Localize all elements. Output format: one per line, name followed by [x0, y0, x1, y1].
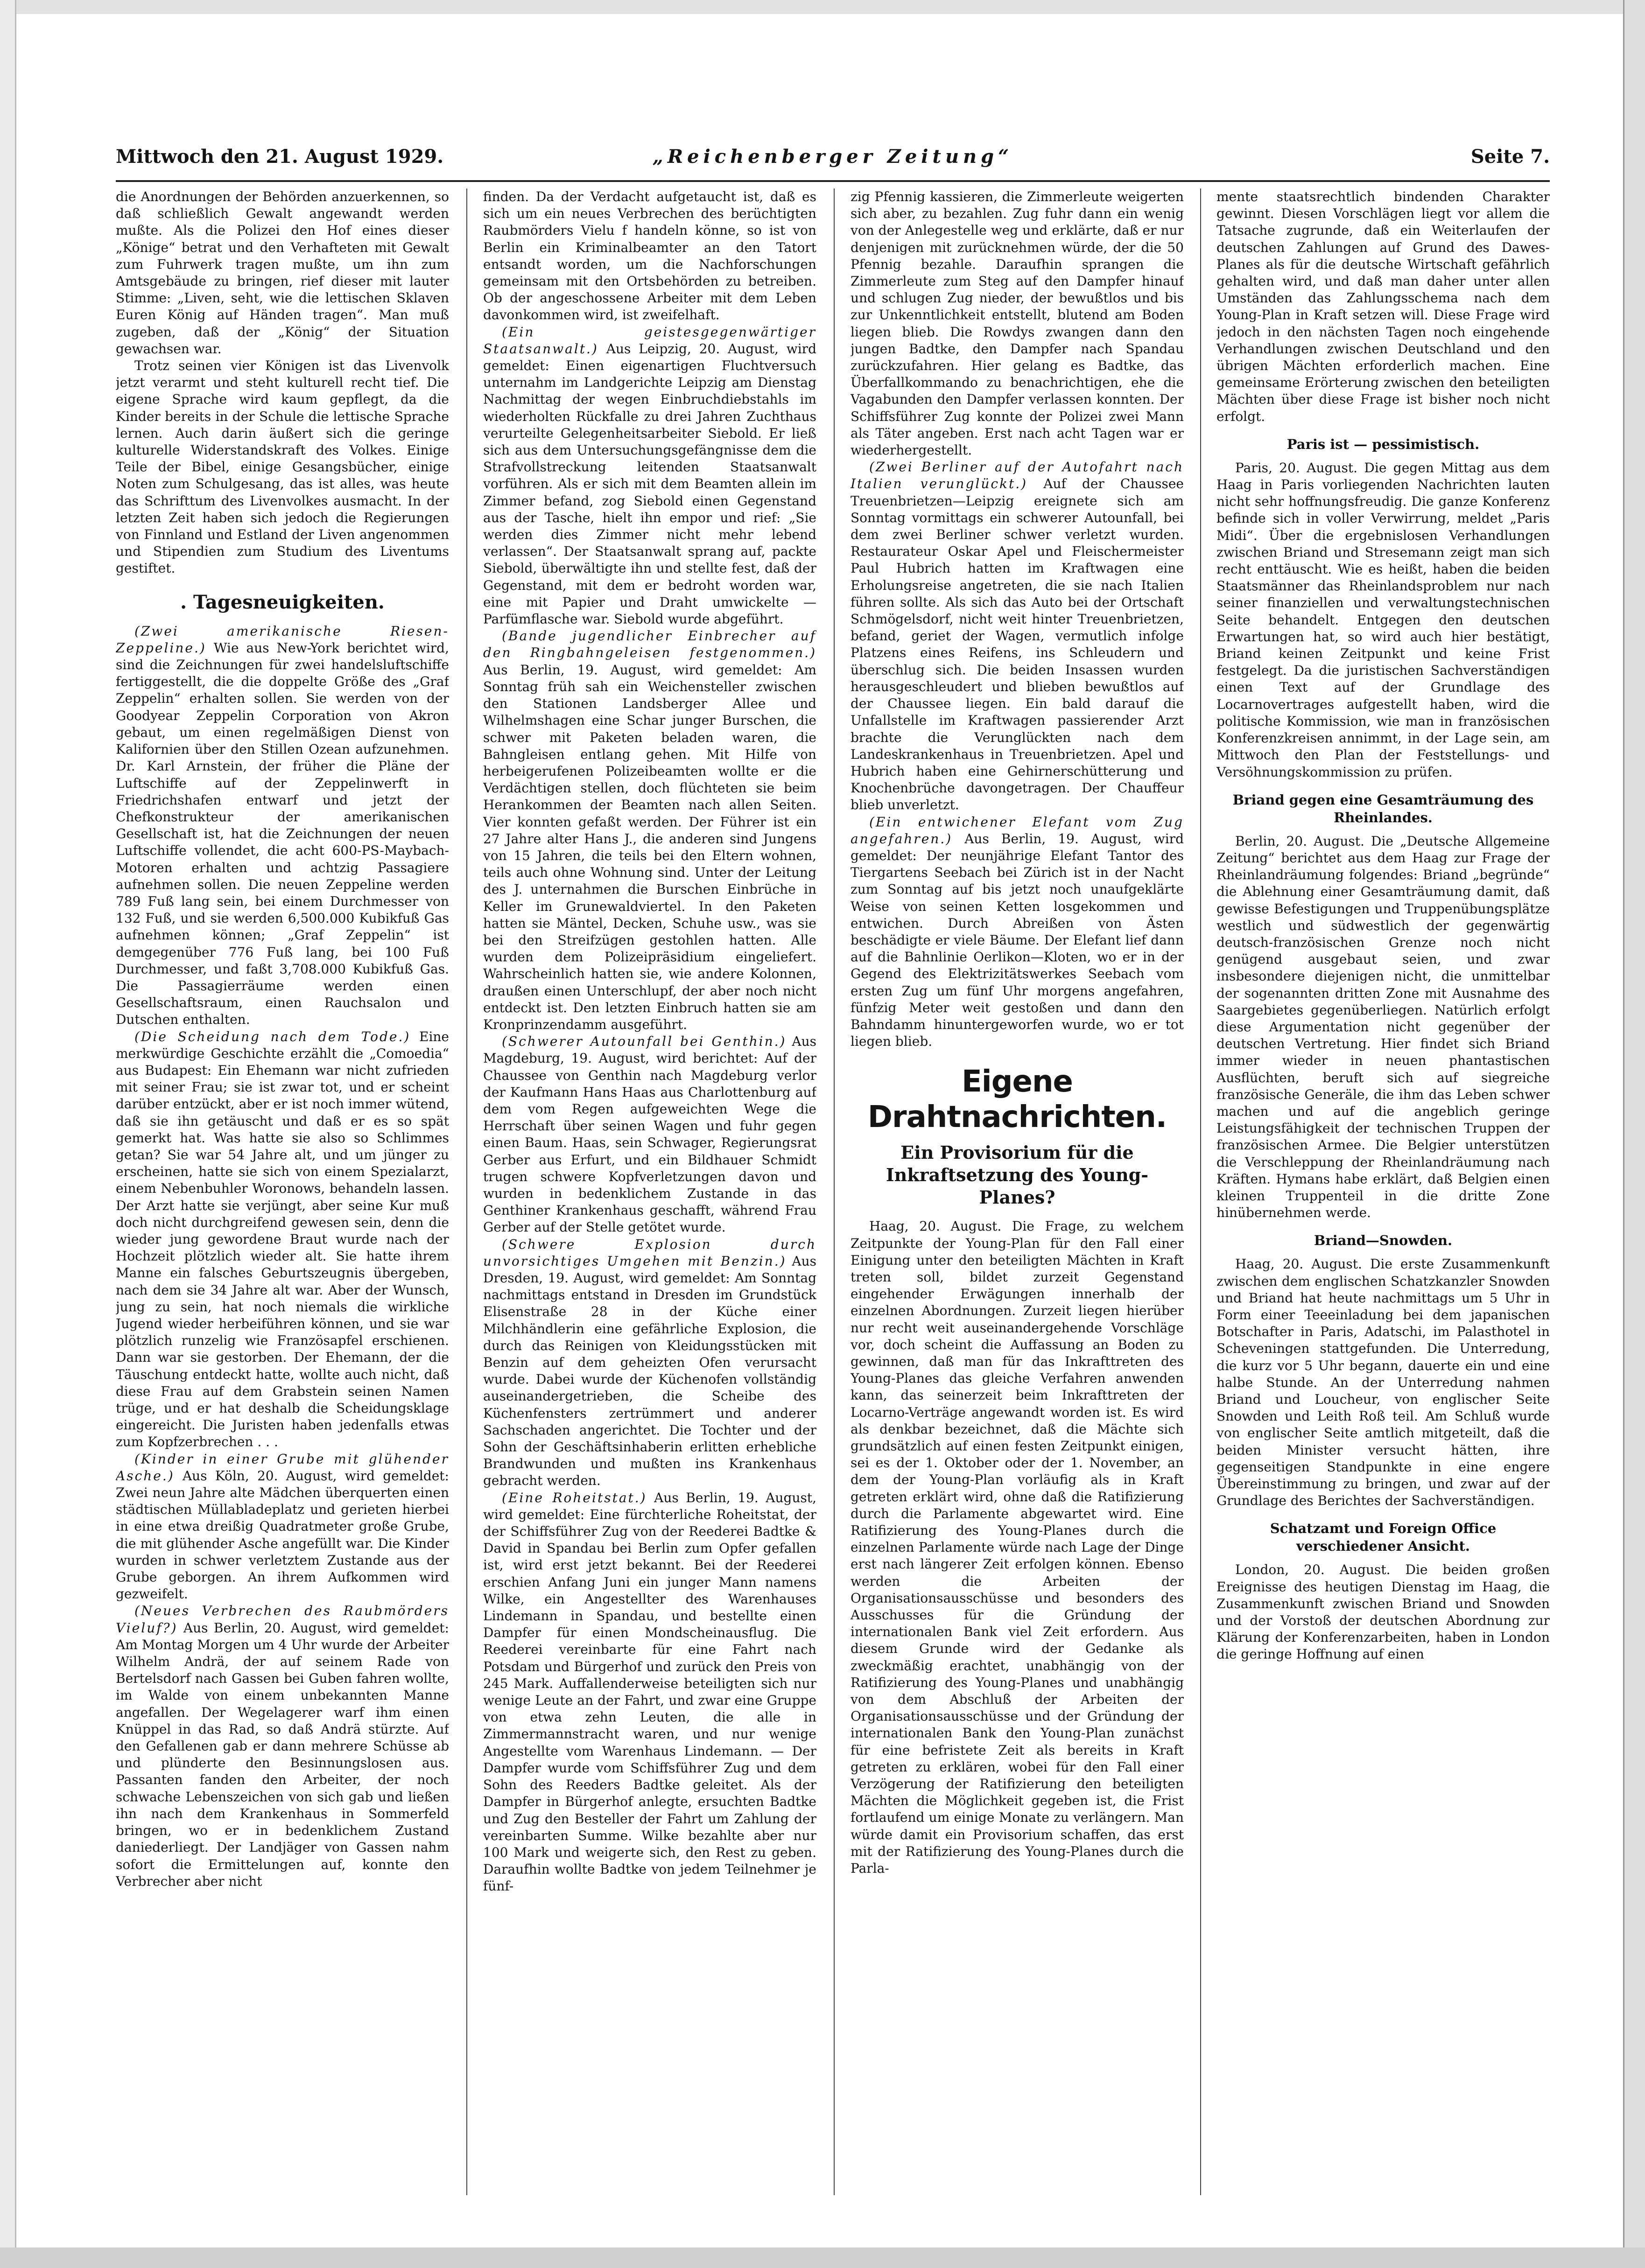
news-item	[483, 628, 816, 1033]
column-rule	[834, 189, 835, 2195]
news-item-text: Aus Berlin, 20. August, wird gemeldet: Am Montag Morgen um 4 Uhr wurde der Arbeiter Wilhelm Andrä, der auf seinem Rade von Bertelsdorf nach Gassen bei Guben fahren wollte, im Walde von einem unbekannten Manne angefallen. Der Wegelagerer warf ihm einen Knüppel in das Rad, so daß Andrä stürzte. Auf den Gefallenen gab er dann mehrere Schüsse ab und plünderte den Besinnungslosen aus. Passanten fanden den Arbeiter, der noch schwache Lebenszeichen von sich gab und ließen ihn nach dem Krankenhaus in Sommerfeld bringen, wo er in bedenklichem Zustand daniederliegt. Der Landjäger von Gassen nahm sofort die Ermittelungen auf, konnte den Verbrecher aber nicht	[116, 1620, 449, 1889]
section-banner-drahtnachrichten: Eigene Drahtnachrichten.	[867, 1064, 1167, 1135]
news-item-heading: (Ein entwichener Elefant vom Zug angefahren.)	[851, 814, 1184, 847]
scan-edge-top	[0, 0, 1645, 14]
news-item-text: Aus Magdeburg, 19. August, wird berichtet: Auf der Chaussee von Genthin nach Magdeburg verlor der Kaufmann Hans Haas aus Charlottenburg auf dem vom Regen aufgeweichten Wege die Herrschaft über seinen Wagen und fuhr gegen einen Baum. Haas, sein Schwager, Regierungsrat Gerber aus Erfurt, und ein Bildhauer Schmidt trugen schwere Kopfverletzungen davon und wurden in bedenklichem Zustande in das Genthiner Krankenhaus geschafft, während Frau Gerber auf der Stelle getötet wurde.	[483, 1034, 816, 1235]
news-item-text: Aus Berlin, 19. August, wird gemeldet: Der neunjährige Elefant Tantor des Tiergartens Seebach bei Zürich ist in der Nacht zum Sonntag auf bis jetzt noch unaufgeklärte Weise von seinen Ketten losgekommen und entwichen. Durch Abreißen von Ästen beschädigte er viele Bäume. Der Elefant lief dann auf die Bahnlinie Oerlikon—Kloten, wo er in der Gegend des Elektrizitätswerkes Seebach vom ersten Zug um fünf Uhr morgens angefahren, fünfzig Meter weit gestoßen und dann den Bahndamm hinuntergeworfen wurde, wo er tot liegen blieb.	[851, 831, 1184, 1050]
article-subheading: Paris ist — pessimistisch.	[1286, 436, 1480, 452]
news-item-text: Eine merkwürdige Geschichte erzählt die „Comoedia“ aus Budapest: Ein Ehemann war nicht zufrieden mit seiner Frau; sie ist zwar tot, und er scheint darüber entzückt, aber er ist noch immer wütend, daß sie ihn getäuscht und daß er es so spät gemerkt hat. Was hatte sie also so Schlimmes getan? Sie war 54 Jahre alt, und um jünger zu erscheinen, hatte sie sich von einem Spezialarzt, einem Nebenbuhler Woronows, behandeln lassen. Der Arzt hatte sie verjüngt, aber seine Kur muß doch nicht durchgreifend gewesen sein, denn die wieder jung gewordene Braut wurde nach der Hochzeit plötzlich wieder alt. Sie hatte ihrem Manne ein falsches Geburtszeugnis übergeben, nach dem sie 34 Jahre alt war. Aber der Wunsch, jung zu sein, hat noch niemals die wirkliche Jugend wieder herbeiführen können, und sie war plötzlich runzelig wie Französapfel erschienen. Dann war sie gestorben. Der Ehemann, der die Täuschung entdeckt hatte, wollte auch nicht, daß diese Frau auf dem Grabstein seinen Namen trüge, und er hat deshalb die Scheidungsklage eingereicht. Die Juristen haben jedenfalls etwas zum Kopfzerbrechen . . .	[116, 1029, 449, 1450]
column-4	[1216, 189, 1550, 2195]
news-item	[483, 324, 816, 628]
article-paragraph: die Anordnungen der Behörden anzuerkennen, so daß schließlich Gewalt angewandt werden mußte. Als die Polizei den Hof eines dieser „Könige“ betrat und den Verhafteten mit Gewalt zum Fuhrwerk tragen mußte, um ihn zum Amtsgebäude zu bringen, rief dieser mit lauter Stimme: „Liven, seht, wie die lettischen Sklaven Euren König auf Händen tragen“. Man muß zugeben, daß der „König“ der Situation gewachsen war.	[116, 189, 449, 357]
section-title-tagesneuigkeiten: . Tagesneuigkeiten.	[180, 591, 385, 613]
news-item	[483, 1033, 816, 1236]
news-item	[483, 1490, 816, 1895]
news-item	[851, 814, 1184, 1050]
news-item-heading: (Kinder in einer Grube mit glühender Asche.)	[116, 1451, 449, 1484]
news-item-heading: (Ein geistesgegenwärtiger Staatsanwalt.)	[483, 324, 816, 357]
page-header	[116, 140, 1550, 182]
article-subheading: Briand—Snowden.	[1314, 1232, 1453, 1249]
newspaper-name: „Reichenberger Zeitung“	[652, 146, 1013, 168]
article-paragraph: finden. Da der Verdacht aufgetaucht ist, daß es sich um ein neues Verbrechen des berüchtigten Raubmörders Vielu f handeln könne, so ist von Berlin ein Kriminalbeamter an den Tatort entsandt worden, um die Nachforschungen gemeinsam mit den Ortsbehörden zu betreiben. Ob der angeschossene Arbeiter mit dem Leben davonkommen wird, ist zweifelhaft.	[483, 189, 816, 323]
article-paragraph: London, 20. August. Die beiden großen Ereignisse des heutigen Dienstag im Haag, die Zusammenkunft zwischen Briand und Snowden und der Vorstoß der deutschen Abordnung zur Klärung der Konferenzarbeiten, haben in London die geringe Hoffnung auf einen	[1216, 1562, 1550, 1662]
news-item-text: Wie aus New-York berichtet wird, sind die Zeichnungen für zwei handelsluftschiffe fertiggestellt, die die doppelte Größe des „Graf Zeppelin“ erhalten sollen. Sie werden von der Goodyear Zeppelin Corporation von Akron gebaut, um einen regelmäßigen Dienst von Kalifornien über den Stillen Ozean aufzunehmen. Dr. Karl Arnstein, der früher die Pläne der Luftschiffe auf der Zeppelinwerft in Friedrichshafen entwarf und jetzt der Chefkonstrukteur der amerikanischen Gesellschaft ist, hat die Zeichnungen der neuen Luftschiffe vollendet, die acht 600-PS-Maybach-Motoren erhalten und achtzig Passagiere aufnehmen sollen. Die neuen Zeppeline werden 789 Fuß lang sein, bei einem Durchmesser von 132 Fuß, und sie werden 6,500.000 Kubikfuß Gas aufnehmen können; „Graf Zeppelin“ ist demgegenüber 776 Fuß lang, bei 100 Fuß Durchmesser, und faßt 3,708.000 Kubikfuß Gas. Die Passagierräume werden einen Gesellschaftsraum, einen Rauchsalon und Dutschen enthalten.	[116, 640, 449, 1028]
news-item-heading: (Neues Verbrechen des Raubmörders Vieluf?)	[116, 1603, 449, 1636]
news-item	[116, 623, 449, 1029]
article-paragraph: Haag, 20. August. Die Frage, zu welchem Zeitpunkte der Young-Plan für den Fall einer Einigung unter den beteiligten Mächten in Kraft treten soll, bildet zurzeit Gegenstand eingehender Erwägungen innerhalb der einzelnen Abordnungen. Zurzeit liegen hierüber nur recht weit auseinandergehende Vorschläge vor, doch scheint die Auffassung an Boden zu gewinnen, daß man für das Inkrafttreten des Young-Planes das gleiche Verfahren anwenden kann, das seinerzeit beim Inkrafttreten der Locarno-Verträge angewandt worden ist. Es wird als denkbar bezeichnet, daß die Mächte sich grundsätzlich auf einen festen Zeitpunkt einigen, sei es der 1. Oktober oder der 1. November, an dem der Young-Plan vorläufig als in Kraft getreten erklärt wird, ohne daß die Ratifizierung durch die Parlamente abgewartet wird. Eine Ratifizierung des Young-Planes durch die einzelnen Parlamente würde nach Lage der Dinge erst nach längerer Zeit erfolgen können. Ebenso werden die Arbeiten der Organisationsausschüsse und besonders des Ausschusses für die Gründung der internationalen Bank viel Zeit erfordern. Aus diesem Grunde wird der Gedanke als zweckmäßig erachtet, unabhängig von der Ratifizierung des Young-Planes und unabhängig von dem Abschluß der Arbeiten der Organisationsausschüsse und der Gründung der internationalen Bank den Young-Plan zunächst für eine befristete Zeit als bereits in Kraft getreten zu erklären, wobei für den Fall einer Verzögerung der Ratifizierung den beteiligten Mächten die Möglichkeit gegeben ist, die Frist fortlaufend um einige Monate zu verlängern. Man würde damit ein Provisorium schaffen, das erst mit der Ratifizierung des Young-Planes durch die Parla-	[851, 1218, 1184, 1876]
news-item	[116, 1603, 449, 1890]
news-item-heading: (Eine Roheitstat.)	[502, 1490, 647, 1505]
news-item	[116, 1451, 449, 1603]
news-item-heading: (Bande jugendlicher Einbrecher auf den Ringbahngeleisen festgenommen.)	[483, 628, 816, 661]
news-item	[851, 459, 1184, 813]
news-item-text: Aus Berlin, 19. August, wird gemeldet: Am Sonntag früh sah ein Weichensteller zwischen den Stationen Landsberger Allee und Wilhelmshagen eine Schar junger Burschen, die schwer mit Paketen beladen waren, die Bahngleisen entlang gehen. Mit Hilfe von herbeigerufenen Polizeibeamten wollte er die Verdächtigen stellen, doch flüchteten sie beim Herankommen der Beamten nach allen Seiten. Vier konnten gefaßt werden. Der Führer ist ein 27 Jahre alter Hans J., die anderen sind Jungens von 15 Jahren, die teils bei den Eltern wohnen, teils auch ohne Wohnung sind. Unter der Leitung des J. unternahmen die Burschen Einbrüche in Keller im Grunewaldviertel. In den Paketen hatten sie Mäntel, Decken, Schuhe usw., was sie bei den Streifzügen gestohlen hatten. Alle wurden dem Polizeipräsidium eingeliefert. Wahrscheinlich hatten sie, wie andere Kolonnen, draußen einen Unterschlupf, der aber noch nicht entdeckt ist. Den letzten Einbruch hatten sie am Kronprinzendamm ausgeführt.	[483, 662, 816, 1032]
news-item-heading: (Zwei Berliner auf der Autofahrt nach Italien verunglückt.)	[851, 459, 1184, 492]
scan-edge-left	[0, 0, 16, 2268]
column-1	[116, 189, 449, 2195]
column-3	[851, 189, 1184, 2195]
news-item-text: Aus Berlin, 19. August, wird gemeldet: Eine fürchterliche Roheitstat, der der Schiffsführer Zug von der Reederei Badtke & David in Spandau bei Berlin zum Opfer gefallen ist, wird erst jetzt bekannt. Bei der Reederei erschien Anfang Juni ein junger Mann namens Wilke, ein Angestellter des Warenhauses Lindemann in Spandau, und bestellte einen Dampfer für einen Mondscheinausflug. Die Reederei vereinbarte für eine Fahrt nach Potsdam und Bürgerhof und zurück den Preis von 245 Mark. Auffallenderweise beteiligten sich nur wenige Leute an der Fahrt, und zwar eine Gruppe von etwa zehn Leuten, die alle in Zimmermannstracht waren, und nur wenige Angestellte vom Warenhaus Lindemann. — Der Dampfer wurde vom Schiffsführer Zug und dem Sohn des Reeders Badtke geleitet. Als der Dampfer in Bürgerhof anlegte, ersuchten Badtke und Zug den Besteller der Fahrt um Zahlung der vereinbarten Summe. Wilke bezahlte aber nur 100 Mark und weigerte sich, den Rest zu geben. Daraufhin wollte Badtke von jedem Teilnehmer je fünf-	[483, 1490, 816, 1894]
article-paragraph: mente staatsrechtlich bindenden Charakter gewinnt. Diesen Vorschlägen liegt vor allem die Tatsache zugrunde, daß ein Weiterlaufen der deutschen Zahlungen auf Grund des Dawes-Planes als für die deutsche Wirtschaft gefährlich gehalten wird, und daß man daher unter allen Umständen das Zahlungsschema nach dem Young-Plan in Kraft setzen will. Diese Frage wird jedoch in den nächsten Tagen noch eingehende Verhandlungen zwischen Deutschland und den übrigen Mächten erforderlich machen. Eine gemeinsame Erörterung zwischen den beteiligten Mächten über diese Frage ist bisher noch nicht erfolgt.	[1216, 189, 1550, 424]
news-item-text: Aus Köln, 20. August, wird gemeldet: Zwei neun Jahre alte Mädchen überquerten einen städtischen Müllabladeplatz und gerieten hierbei in eine etwa dreißig Quadratmeter große Grube, die mit glühender Asche angefüllt war. Die Kinder wurden in schwer verletztem Zustande aus der Grube geborgen. An ihrem Aufkommen wird gezweifelt.	[116, 1468, 449, 1602]
news-item-text: Aus Leipzig, 20. August, wird gemeldet: Einen eigenartigen Fluchtversuch unternahm im Landgerichte Leipzig am Dienstag Nachmittag der wegen Einbruchdiebstahls im wiederholten Rückfalle zu drei Jahren Zuchthaus verurteilte Gelegenheitsarbeiter Siebold. Er ließ sich aus dem Untersuchungsgefängnisse dem die Strafvollstreckung leitenden Staatsanwalt vorführen. Als er sich mit dem Beamten allein im Zimmer befand, zog Siebold einen Gegenstand aus der Tasche, hielt ihn empor und rief: „Sie werden dies Zimmer nicht mehr lebend verlassen“. Der Staatsanwalt sprang auf, packte Siebold, überwältigte ihn und stellte fest, daß der Gegenstand, mit dem er bedroht worden war, eine mit Papier und Draht umwickelte — Parfümflasche war. Siebold wurde abgeführt.	[483, 341, 816, 627]
article-paragraph: Berlin, 20. August. Die „Deutsche Allgemeine Zeitung“ berichtet aus dem Haag zur Frage der Rheinlandräumung folgendes: Briand „begründe“ die Ablehnung einer Gesamträumung damit, daß gewisse Befestigungen und Truppenübungsplätze westlich und südwestlich der gegenwärtig deutsch-französischen Grenze noch nicht genügend ausgebaut seien, und zwar insbesondere diejenigen nicht, die unmittelbar der sogenannten dritten Zone mit Ausnahme des Saargebietes gegenüberliegen. Natürlich erfolgt diese Argumentation nicht gegenüber der deutschen Vertretung. Hier findet sich Briand immer wieder in neuen phantastischen Ausflüchten, beruft sich auf siegreiche französische Generäle, die ihm das Leben schwer machen und auf die angeblich geringe Leistungsfähigkeit der technischen Truppen der französischen Armee. Die Belgier unterstützen die Verschleppung der Rheinlandräumung nach Kräften. Hymans habe erklärt, daß Belgien einen kleinen Truppenteil in die dritte Zone hinübernehmen werde.	[1216, 833, 1550, 1221]
news-item-heading: (Die Scheidung nach dem Tode.)	[134, 1029, 411, 1044]
page-number: Seite 7.	[1470, 146, 1550, 168]
column-2	[483, 189, 816, 2195]
article-subheading: Schatzamt und Foreign Office verschiedener Ansicht.	[1270, 1520, 1497, 1554]
article-paragraph: Trotz seinen vier Königen ist das Livenvolk jetzt verarmt und steht kulturell recht tief. Die eigene Sprache wird kaum gepflegt, da die Kinder bereits in der Schule die lettische Sprache lernen. Auch darin äußert sich die geringe kulturelle Widerstandskraft des Volkes. Einige Teile der Bibel, einige Gesangsbücher, einige Noten zum Schulgesang, das ist alles, was heute das Schrifttum des Livenvolkes ausmacht. In der letzten Zeit haben sich jedoch die Regierungen von Finnland und Estland der Liven angenommen und Stipendien zum Studium des Liventums gestiftet.	[116, 358, 449, 576]
article-paragraph: zig Pfennig kassieren, die Zimmerleute weigerten sich aber, zu bezahlen. Zug fuhr dann ein wenig von der Anlegestelle weg und erklärte, daß er nur denjenigen mit zurücknehmen würde, der die 50 Pfennig bezahle. Daraufhin sprangen die Zimmerleute zum Steg auf den Dampfer hinauf und schlugen Zug nieder, der bewußtlos und bis zur Unkenntlichkeit entstellt, blutend am Boden liegen blieb. Die Rowdys zwangen dann den jungen Badtke, den Dampfer nach Spandau zurückzufahren. Hier gelang es Badtke, das Überfallkommando zu benachrichtigen, ehe die Vagabunden den Dampfer verlassen konnten. Der Schiffsführer Zug konnte der Polizei zwei Mann als Täter angeben. Erst nach acht Tagen war er wiederhergestellt.	[851, 189, 1184, 458]
news-item-text: Auf der Chaussee Treuenbrietzen—Leipzig ereignete sich am Sonntag vormittags ein schwerer Autounfall, bei dem zwei Berliner schwer verletzt wurden. Restaurateur Oskar Apel und Fleischermeister Paul Hubrich hatten im Kraftwagen eine Erholungsreise angetreten, die sie nach Italien führen sollte. Als sich das Auto bei der Ortschaft Schmögelsdorf, nicht weit hinter Treuenbrietzen, befand, geriet der Wagen, vermutlich infolge Platzens eines Reifens, ins Schleudern und überschlug sich. Die beiden Insassen wurden herausgeschleudert und blieben bewußtlos auf der Chaussee liegen. Ein bald darauf die Unfallstelle im Kraftwagen passierender Arzt brachte die Verunglückten nach dem Landeskrankenhaus in Treuenbrietzen. Apel und Hubrich haben eine Gehirnerschütterung und Knochenbrüche davongetragen. Der Chauffeur blieb unverletzt.	[851, 476, 1184, 813]
article-paragraph: Paris, 20. August. Die gegen Mittag aus dem Haag in Paris vorliegenden Nachrichten lauten nicht sehr hoffnungsfreudig. Die ganze Konferenz befinde sich in voller Verwirrung, meldet „Paris Midi“. Über die ergebnislosen Verhandlungen zwischen Briand und Stresemann zeigt man sich recht enttäuscht. Wie es heißt, haben die beiden Staatsmänner das Rheinlandsproblem nur nach seiner finanziellen und verwaltungstechnischen Seite behandelt. Entgegen den deutschen Erwartungen hat, so wird auch hier bestätigt, Briand keinen Zeitpunkt und keine Frist festgelegt. Da die juristischen Sachverständigen einen Text auf der Grundlage des Locarnovertrages aufgestellt haben, wird die politische Kommission, wie man in französischen Konferenzkreisen annimmt, in der Lage sein, am Mittwoch den Plan der Feststellungs- und Versöhnungskommission zu prüfen.	[1216, 460, 1550, 780]
scan-edge-bottom	[0, 2247, 1645, 2268]
article-headline: Ein Provisorium für die Inkraftsetzung des Young-Planes?	[886, 1142, 1149, 1208]
column-rule	[466, 189, 467, 2195]
news-item-heading: (Schwere Explosion durch unvorsichtiges Umgehen mit Benzin.)	[483, 1236, 816, 1269]
news-item	[116, 1029, 449, 1451]
article-subheading: Briand gegen eine Gesamträumung des Rheinlandes.	[1232, 791, 1534, 826]
column-rule	[1200, 189, 1201, 2195]
header-rule	[116, 180, 1550, 182]
newspaper-page	[116, 140, 1550, 2208]
news-item-heading: (Schwerer Autounfall bei Genthin.)	[502, 1034, 787, 1050]
scan-edge-right	[1623, 0, 1645, 2268]
news-item-heading: (Zwei amerikanische Riesen-Zeppeline.)	[116, 623, 449, 656]
article-paragraph: Haag, 20. August. Die erste Zusammenkunft zwischen dem englischen Schatzkanzler Snowden und Briand hat heute nachmittags um 5 Uhr in Form einer Teeeinladung bei dem japanischen Botschafter in Paris, Adatschi, im Palasthotel in Scheveningen stattgefunden. Die Unterredung, die kurz vor 5 Uhr begann, dauerte ein und eine halbe Stunde. An der Unterredung nahmen Briand und Loucheur, von englischer Seite Snowden und Leith Roß teil. Am Schluß wurde von englischer Seite amtlich mitgeteilt, daß die beiden Minister versucht hätten, ihre gegenseitigen Standpunkte in eine engere Übereinstimmung zu bringen, und zwar auf der Grundlage des Berichtes der Sachverständigen.	[1216, 1256, 1550, 1509]
issue-date: Mittwoch den 21. August 1929.	[116, 146, 444, 168]
news-item-text: Aus Dresden, 19. August, wird gemeldet: Am Sonntag nachmittags entstand in Dresden im Grundstück Elisenstraße 28 in der Küche einer Milchhändlerin eine gefährliche Explosion, die durch das Reinigen von Kleidungsstücken mit Benzin auf dem geheizten Ofen verursacht wurde. Dabei wurde der Küchenofen vollständig auseinandergetrieben, die Scheibe des Küchenfensters zertrümmert und anderer Sachschaden angerichtet. Die Tochter und der Sohn der Geschäftsinhaberin erlitten erhebliche Brandwunden und mußten ins Krankenhaus gebracht werden.	[483, 1253, 816, 1489]
news-item	[483, 1236, 816, 1490]
